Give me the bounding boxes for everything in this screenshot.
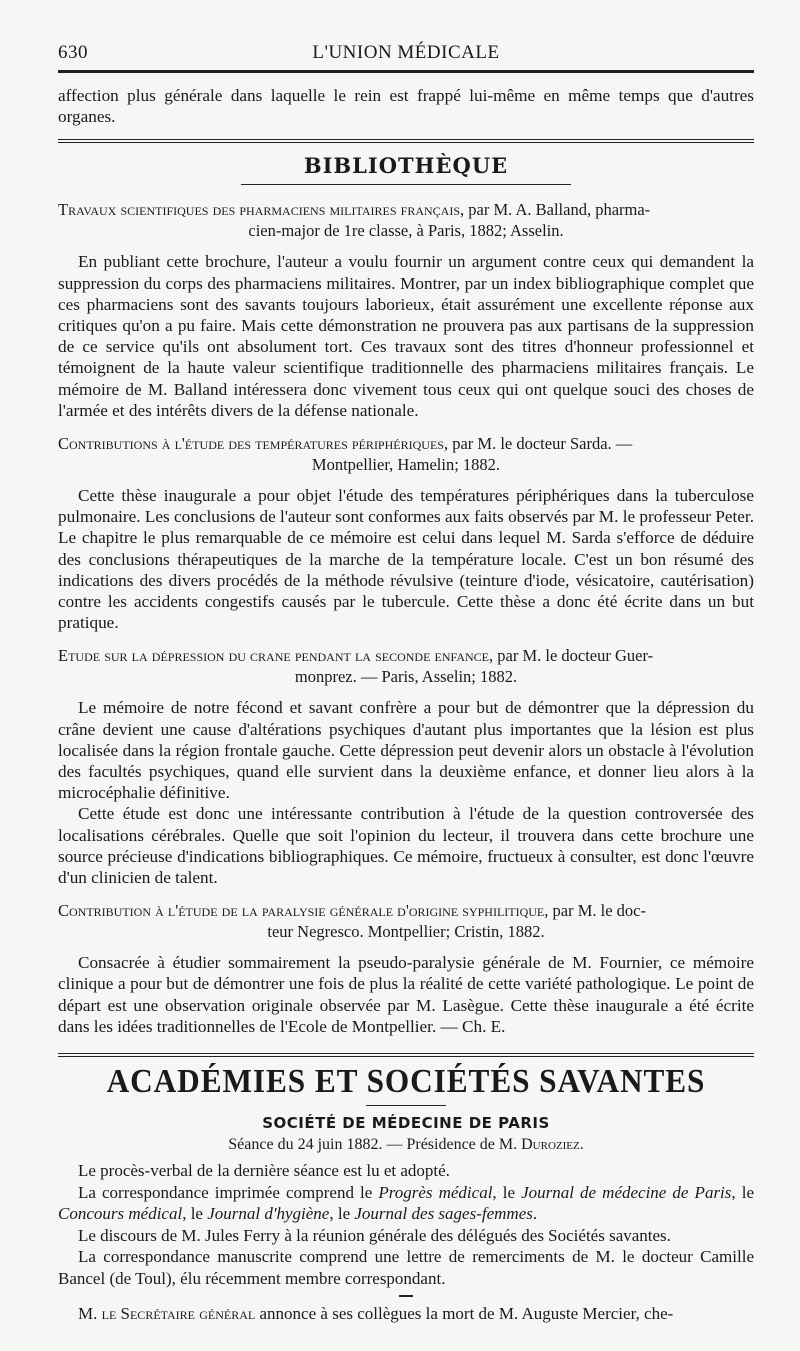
citation-title: Contributions à l'étude des températures périphériques, [58, 434, 449, 454]
book-entry [58, 645, 754, 888]
society-title: SOCIÉTÉ DE MÉDECINE DE PARIS [262, 1114, 550, 1133]
citation-continuation: teur Negresco. Montpellier; Cristin, 1882. [267, 922, 545, 942]
citation-title: Etude sur la dépression du crane pendant la seconde enfance, [58, 646, 494, 666]
academies-heading: ACADÉMIES ET SOCIÉTÉS SAVANTES [106, 1063, 706, 1101]
text-run: La correspondance imprimée comprend le [78, 1182, 379, 1202]
minutes-block [58, 1160, 754, 1325]
session-president: Duroziez. [521, 1136, 584, 1154]
citation-author: par M. le doc- [548, 901, 646, 921]
book-citation [58, 645, 754, 666]
heading-underline [241, 184, 571, 185]
citation-continuation: Montpellier, Hamelin; 1882. [311, 455, 501, 475]
minutes-paragraph: La correspondance manuscrite comprend une lettre de remerciments de M. le docteur Camille Bancel (de Toul), élu récemment membre correspondant. [58, 1247, 754, 1288]
text-run: , le [182, 1204, 208, 1224]
text-run: , le [492, 1182, 522, 1202]
text-run: . [532, 1204, 538, 1224]
minutes-paragraph [58, 1182, 754, 1225]
citation-author: par M. le docteur Guer- [493, 646, 654, 666]
bibliotheque-heading: BIBLIOTHÈQUE [303, 153, 509, 179]
speaker-name: M. le Secrétaire général [78, 1304, 256, 1324]
citation-title: Contribution à l'étude de la paralysie générale d'origine syphilitique, [58, 901, 549, 921]
citation-author: par M. le docteur Sarda. — [448, 434, 633, 454]
review-paragraph: Consacrée à étudier sommairement la pseudo-paralysie générale de M. Fournier, ce mémoire clinique a pour but de démontrer une fois de plus la réalité de cette variété pathologique. Le point de départ est une observation originale observée par M. Lasègue. Cette thèse inaugurale a été écrite dans les idées traditionnelles de l'Ecole de Montpellier. — Ch. E. [58, 953, 754, 1036]
journal-name: Concours médical [58, 1204, 183, 1224]
running-head [58, 36, 754, 66]
journal-page [58, 36, 754, 1325]
journal-name: Progrès médical [378, 1182, 493, 1202]
heading-underline [366, 1105, 446, 1106]
section-divider [58, 139, 754, 143]
journal-name: Journal des sages-femmes [354, 1204, 533, 1224]
text-run: , le [731, 1182, 755, 1202]
citation-title: Travaux scientifiques des pharmaciens militaires français, [58, 200, 465, 220]
minutes-paragraph [58, 1303, 754, 1325]
separator-dash [399, 1295, 413, 1297]
citation-author: par M. A. Balland, pharma- [464, 200, 651, 220]
review-paragraph: Le mémoire de notre fécond et savant confrère a pour but de démontrer que la dépression du crâne devient une cause d'altérations psychiques d'autant plus importantes que la lésion est plus localisée dans la région frontale gauche. Cette dépression peut devenir alors un obstacle à l'évolution des facultés psychiques, quand elle survient dans la deuxième enfance, et donner lieu alors à la microcéphalie définitive. [58, 698, 754, 803]
text-run: annonce à ses collègues la mort de M. Auguste Mercier, che- [255, 1304, 674, 1324]
book-citation [58, 900, 754, 921]
book-citation [58, 433, 754, 454]
book-citation [58, 199, 754, 220]
book-entry [58, 900, 754, 1037]
review-paragraph: En publiant cette brochure, l'auteur a voulu fournir un argument contre ceux qui demandent la suppression du corps des pharmaciens militaires. Montrer, par un index bibliographique complet que ces pharmaciens sont des savants toujours laborieux, était assurément une excellente réponse aux critiques qu'on a pu faire. Mais cette démonstration ne prouvera pas aux partisans de la suppression de ce service qu'ils ont absolument tort. Ces travaux sont des titres d'honneur professionnel et témoignent de la haute valeur scientifique traditionnelle des pharmaciens militaires français. Le mémoire de M. Balland intéressera donc vivement tous ceux qui ont quelque souci des choses de l'armée et des intérêts divers de la défense nationale. [58, 252, 754, 420]
review-paragraph: Cette étude est donc une intéressante contribution à l'étude de la question controversée des localisations cérébrales. Quelle que soit l'opinion du lecteur, il trouvera dans cette brochure une source précieuse d'indications bibliographiques. Ce mémoire, fructueux à consulter, est donc l'œuvre d'un clinicien de talent. [58, 804, 754, 888]
section-divider [58, 1053, 754, 1057]
journal-name: Journal d'hygiène [207, 1204, 330, 1224]
text-run: , le [329, 1204, 355, 1224]
header-rule [58, 70, 754, 73]
minutes-paragraph: Le discours de M. Jules Ferry à la réunion générale des délégués des Sociétés savantes. [78, 1225, 671, 1245]
journal-name: Journal de médecine de Paris [521, 1182, 732, 1202]
session-line [58, 1136, 754, 1154]
citation-continuation: monprez. — Paris, Asselin; 1882. [294, 667, 518, 687]
citation-continuation: cien-major de 1re classe, à Paris, 1882; Asselin. [248, 221, 564, 241]
journal-title: L'UNION MÉDICALE [312, 42, 500, 63]
book-entry [58, 199, 754, 421]
page-number: 630 [58, 42, 88, 63]
minutes-paragraph: Le procès-verbal de la dernière séance est lu et adopté. [78, 1161, 450, 1181]
book-entry [58, 433, 754, 633]
intro-paragraph: affection plus générale dans laquelle le rein est frappé lui-même en même temps que d'autres organes. [58, 86, 754, 127]
review-paragraph: Cette thèse inaugurale a pour objet l'étude des températures périphériques dans la tuberculose pulmonaire. Les conclusions de l'auteur sont conformes aux faits observés par M. le professeur Peter. Le chapitre le plus remarquable de ce mémoire est celui dans lequel M. Sarda s'efforce de déduire des conclusions thérapeutiques de la marche de la température locale. C'est un bon résumé des indications des divers procédés de la méthode révulsive (teinture d'iode, vésicatoire, cautérisation) contre les accidents congestifs causés par le tubercule. Cette thèse a donc été écrite dans un but pratique. [58, 486, 754, 633]
session-date: Séance du 24 juin 1882. — Présidence de M. [228, 1136, 522, 1154]
